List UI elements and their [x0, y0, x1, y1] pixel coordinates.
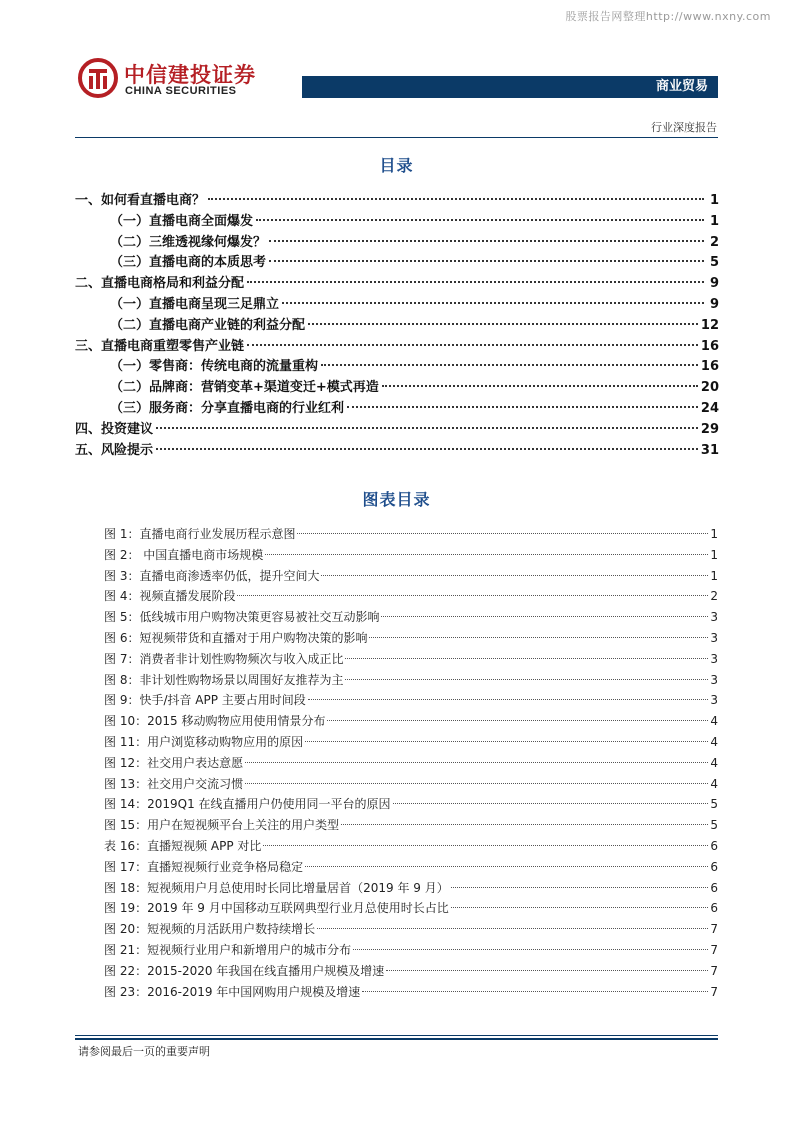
figure-entry-title: 图 9：快手/抖音 APP 主要占用时间段	[104, 693, 306, 708]
toc-entry-title: 三、直播电商重塑零售产业链	[75, 338, 245, 354]
figure-entry[interactable]	[104, 732, 718, 753]
figure-entry-title: 图 3：直播电商渗透率仍低，提升空间大	[104, 568, 320, 583]
figure-entry-title: 图 17：直播短视频行业竞争格局稳定	[104, 859, 304, 874]
toc-entry-page: 16	[700, 359, 719, 375]
figure-entry-title: 图 23：2016-2019 年中国网购用户规模及增速	[104, 984, 361, 999]
figure-entry[interactable]	[104, 815, 718, 836]
toc-entry-page: 1	[709, 213, 719, 229]
figure-entry[interactable]	[104, 586, 718, 607]
figure-entry-page: 7	[710, 984, 718, 999]
figure-entry-page: 1	[710, 527, 718, 541]
figure-entry[interactable]	[104, 566, 718, 587]
dot-leader	[327, 720, 708, 721]
figure-entry-page: 4	[710, 714, 718, 729]
citic-logo-icon	[78, 58, 118, 98]
toc-entry-page: 31	[700, 442, 719, 458]
toc-entry-title: 一、如何看直播电商？	[75, 193, 206, 208]
toc-entry-page: 5	[709, 255, 719, 271]
figure-entry[interactable]	[104, 794, 718, 815]
footer-divider-thin	[75, 1035, 718, 1036]
toc-entry-page: 24	[700, 400, 719, 416]
toc-entry-page: 29	[700, 421, 719, 437]
dot-leader	[156, 427, 698, 429]
toc-entry[interactable]	[75, 357, 719, 378]
dot-leader	[156, 448, 698, 450]
toc-entry[interactable]	[75, 337, 719, 358]
dot-leader	[345, 679, 708, 680]
toc-entry-page: 1	[709, 193, 719, 208]
figure-entry-title: 图 6：短视频带货和直播对于用户购物决策的影响	[104, 630, 368, 645]
figure-entry[interactable]	[104, 711, 718, 732]
figure-entry-page: 1	[710, 568, 718, 583]
figure-entry-title: 图 20：短视频的月活跃用户数持续增长	[104, 922, 316, 937]
figure-entry-page: 4	[710, 734, 718, 749]
figure-entry[interactable]	[104, 836, 718, 857]
figure-entry-title: 图 7：消费者非计划性购物频次与收入成正比	[104, 651, 344, 666]
dot-leader	[282, 302, 704, 304]
dot-leader	[451, 907, 708, 908]
table-of-contents	[75, 191, 719, 461]
figure-entry-page: 2	[710, 589, 718, 604]
figures-list	[104, 524, 718, 1002]
toc-entry[interactable]	[75, 274, 719, 295]
figure-entry[interactable]	[104, 919, 718, 940]
figure-entry-page: 7	[710, 922, 718, 937]
figure-entry-title: 图 18：短视频用户月总使用时长同比增量居首（2019 年 9 月）	[104, 880, 449, 895]
dot-leader	[308, 323, 698, 325]
figure-entry-title: 图 15：用户在短视频平台上关注的用户类型	[104, 818, 340, 833]
toc-entry[interactable]	[75, 420, 719, 441]
figure-entry-title: 图 2： 中国直播电商市场规模	[104, 547, 264, 562]
footer-disclaimer: 请参阅最后一页的重要声明	[78, 1045, 210, 1058]
figure-entry[interactable]	[104, 857, 718, 878]
figure-entry[interactable]	[104, 670, 718, 691]
toc-entry-title: （二）直播电商产业链的利益分配	[110, 317, 306, 333]
figure-entry[interactable]	[104, 545, 718, 566]
dot-leader	[305, 866, 708, 867]
dot-leader	[386, 970, 708, 971]
dot-leader	[245, 783, 708, 784]
dot-leader	[317, 928, 708, 929]
toc-entry[interactable]	[75, 212, 719, 233]
figure-entry-page: 6	[710, 901, 718, 916]
toc-entry-page: 9	[709, 276, 719, 292]
figure-entry-page: 1	[710, 547, 718, 562]
figure-entry-page: 5	[710, 797, 718, 812]
figure-entry-title: 图 5：低线城市用户购物决策更容易被社交互动影响	[104, 610, 380, 625]
dot-leader	[345, 658, 708, 659]
toc-entry-page: 9	[709, 296, 719, 312]
toc-entry[interactable]	[75, 399, 719, 420]
figure-entry[interactable]	[104, 649, 718, 670]
figure-entry[interactable]	[104, 607, 718, 628]
toc-entry-title: （三）服务商：分享直播电商的行业红利	[110, 400, 345, 416]
figure-entry-title: 图 13：社交用户交流习惯	[104, 776, 244, 791]
figure-entry[interactable]	[104, 524, 718, 545]
dot-leader	[321, 575, 708, 576]
figure-entry[interactable]	[104, 982, 718, 1003]
figure-entry-title: 图 8：非计划性购物场景以周围好友推荐为主	[104, 672, 344, 687]
figure-entry-page: 6	[710, 880, 718, 895]
dot-leader	[297, 533, 708, 534]
figure-entry-page: 5	[710, 818, 718, 833]
toc-entry[interactable]	[75, 295, 719, 316]
toc-entry[interactable]	[75, 316, 719, 337]
figure-entry-title: 图 12：社交用户表达意愿	[104, 755, 244, 770]
figure-entry-title: 图 10：2015 移动购物应用使用情景分布	[104, 714, 326, 729]
toc-entry[interactable]	[75, 253, 719, 274]
dot-leader	[321, 364, 698, 366]
figure-entry-page: 3	[710, 651, 718, 666]
toc-entry-title: （一）直播电商全面爆发	[110, 213, 254, 229]
brand-name-en: CHINA SECURITIES	[125, 85, 237, 97]
figure-entry-page: 3	[710, 610, 718, 625]
toc-entry-page: 16	[700, 338, 719, 354]
figure-entry-page: 3	[710, 672, 718, 687]
report-type: 行业深度报告	[651, 121, 717, 134]
toc-entry-title: 五、风险提示	[75, 442, 154, 458]
dot-leader	[245, 762, 708, 763]
figure-entry-title: 图 22：2015-2020 年我国在线直播用户规模及增速	[104, 963, 385, 978]
figure-entry-title: 图 4：视频直播发展阶段	[104, 589, 236, 604]
dot-leader	[347, 406, 698, 408]
toc-entry-title: （一）零售商：传统电商的流量重构	[110, 359, 319, 375]
dot-leader	[353, 949, 708, 950]
dot-leader	[263, 845, 708, 846]
figure-entry-title: 表 16：直播短视频 APP 对比	[104, 838, 262, 853]
figure-entry-page: 7	[710, 963, 718, 978]
toc-entry[interactable]	[75, 441, 719, 462]
footer-divider-thick	[75, 1038, 718, 1040]
figure-entry-title: 图 14：2019Q1 在线直播用户仍使用同一平台的原因	[104, 797, 391, 812]
figure-entry-page: 3	[710, 630, 718, 645]
dot-leader	[256, 219, 704, 221]
figure-entry[interactable]	[104, 690, 718, 711]
dot-leader	[308, 699, 708, 700]
figure-entry-page: 4	[710, 755, 718, 770]
figure-entry-title: 图 19：2019 年 9 月中国移动互联网典型行业月总使用时长占比	[104, 901, 449, 916]
dot-leader	[451, 887, 708, 888]
dot-leader	[382, 385, 698, 387]
figure-entry-title: 图 1：直播电商行业发展历程示意图	[104, 527, 296, 541]
watermark: 股票报告网整理http://www.nxny.com	[565, 10, 771, 23]
figure-entry-page: 6	[710, 859, 718, 874]
dot-leader	[393, 803, 708, 804]
dot-leader	[381, 616, 708, 617]
toc-entry-page: 20	[700, 380, 719, 396]
dot-leader	[305, 741, 708, 742]
toc-entry[interactable]	[75, 378, 719, 399]
figure-entry-title: 图 21：短视频行业用户和新增用户的城市分布	[104, 942, 352, 957]
toc-entry-page: 12	[700, 317, 719, 333]
toc-entry-page: 2	[709, 234, 719, 250]
toc-entry[interactable]	[75, 191, 719, 212]
figure-entry-page: 3	[710, 693, 718, 708]
toc-entry-title: （一）直播电商呈现三足鼎立	[110, 296, 280, 312]
toc-entry[interactable]	[75, 233, 719, 254]
figure-entry[interactable]	[104, 753, 718, 774]
dot-leader	[247, 281, 704, 283]
dot-leader	[237, 595, 708, 596]
figures-title: 图表目录	[362, 490, 431, 509]
dot-leader	[247, 344, 698, 346]
dot-leader	[269, 240, 704, 242]
dot-leader	[208, 198, 704, 200]
toc-entry-title: （三）直播电商的本质思考	[110, 255, 267, 271]
figure-entry[interactable]	[104, 898, 718, 919]
figure-entry[interactable]	[104, 940, 718, 961]
toc-title: 目录	[379, 156, 414, 175]
figure-entry-page: 6	[710, 838, 718, 853]
brand-name-cn: 中信建投证券	[124, 63, 256, 87]
figure-entry-page: 4	[710, 776, 718, 791]
dot-leader	[362, 991, 708, 992]
figure-entry-title: 图 11：用户浏览移动购物应用的原因	[104, 734, 304, 749]
toc-entry-title: （二）品牌商：营销变革+渠道变迁+模式再造	[110, 380, 379, 396]
figure-entry[interactable]	[104, 628, 718, 649]
figure-entry[interactable]	[104, 774, 718, 795]
figure-entry[interactable]	[104, 961, 718, 982]
toc-entry-title: （二）三维透视缘何爆发？	[110, 234, 267, 250]
sector-banner: 商业贸易	[302, 76, 718, 98]
toc-entry-title: 四、投资建议	[75, 421, 154, 437]
header-divider	[75, 137, 718, 138]
dot-leader	[369, 637, 708, 638]
dot-leader	[265, 554, 708, 555]
figure-entry[interactable]	[104, 878, 718, 899]
toc-entry-title: 二、直播电商格局和利益分配	[75, 276, 245, 292]
dot-leader	[341, 824, 708, 825]
figure-entry-page: 7	[710, 942, 718, 957]
dot-leader	[269, 260, 704, 262]
